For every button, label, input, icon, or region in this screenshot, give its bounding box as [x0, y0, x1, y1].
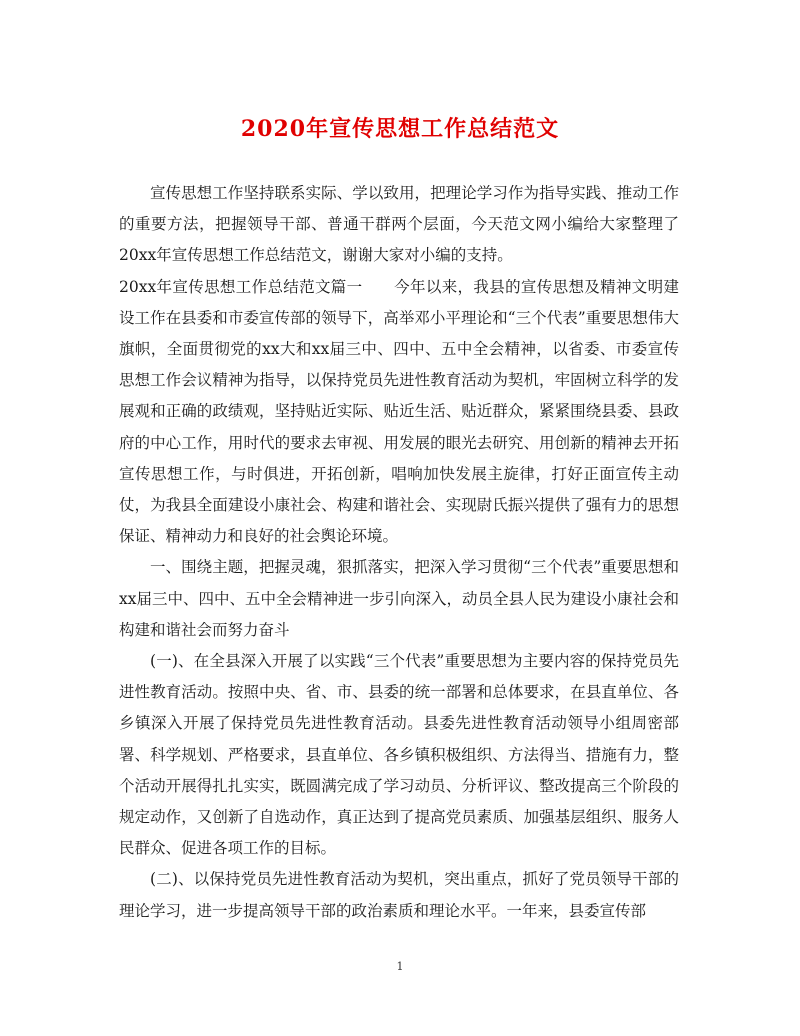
document-title: 2020年宣传思想工作总结范文 — [240, 116, 560, 142]
paragraph-section-one: 20xx年宣传思想工作总结范文篇一 今年以来，我县的宣传思想及精神文明建设工作在县委和市委宣传部的领导下，高举邓小平理论和“三个代表”重要思想伟大旗帜，全面贯彻党的xx大和xx届三中、四中、五中全会精神，以省委、市委宣传思想工作会议精神为指导，以保持党员先进性教育活动为契机，牢固树立科学的发展观和正确的政绩观，坚持贴近实际、贴近生活、贴近群众，紧紧围绕县委、县政府的中心工作，用时代的要求去审视、用发展的眼光去研究、用创新的精神去开拓宣传思想工作，与时俱进，开拓创新，唱响加快发展主旋律，打好正面宣传主动仗，为我县全面建设小康社会、构建和谐社会、实现尉氏振兴提供了强有力的思想保证、精神动力和良好的社会舆论环境。 — [119, 277, 679, 546]
paragraph-intro: 宣传思想工作坚持联系实际、学以致用，把理论学习作为指导实践、推动工作的重要方法，把握领导干部、普通干群两个层面，今天范文网小编给大家整理了20xx年宣传思想工作总结范文，谢谢大家对小编的支持。 — [119, 184, 679, 265]
paragraph-item-one: (一)、在全县深入开展了以实践“三个代表”重要思想为主要内容的保持党员先进性教育活动。按照中央、省、市、县委的统一部署和总体要求，在县直单位、各乡镇深入开展了保持党员先进性教育活动。县委先进性教育活动领导小组周密部署、科学规划、严格要求，县直单位、各乡镇积极组织、方法得当、措施有力，整个活动开展得扎扎实实，既圆满完成了学习动员、分析评议、整改提高三个阶段的规定动作，又创新了自选动作，真正达到了提高党员素质、加强基层组织、服务人民群众、促进各项工作的目标。 — [119, 652, 679, 858]
document-body — [119, 178, 679, 927]
page-number: 1 — [396, 960, 404, 973]
paragraph-item-two: (二)、以保持党员先进性教育活动为契机，突出重点，抓好了党员领导干部的理论学习，进一步提高领导干部的政治素质和理论水平。一年来，县委宣传部 — [119, 870, 679, 920]
paragraph-heading-one: 一、围绕主题，把握灵魂，狠抓落实，把深入学习贯彻“三个代表”重要思想和xx届三中、四中、五中全会精神进一步引向深入，动员全县人民为建设小康社会和构建和谐社会而努力奋斗 — [119, 558, 679, 639]
